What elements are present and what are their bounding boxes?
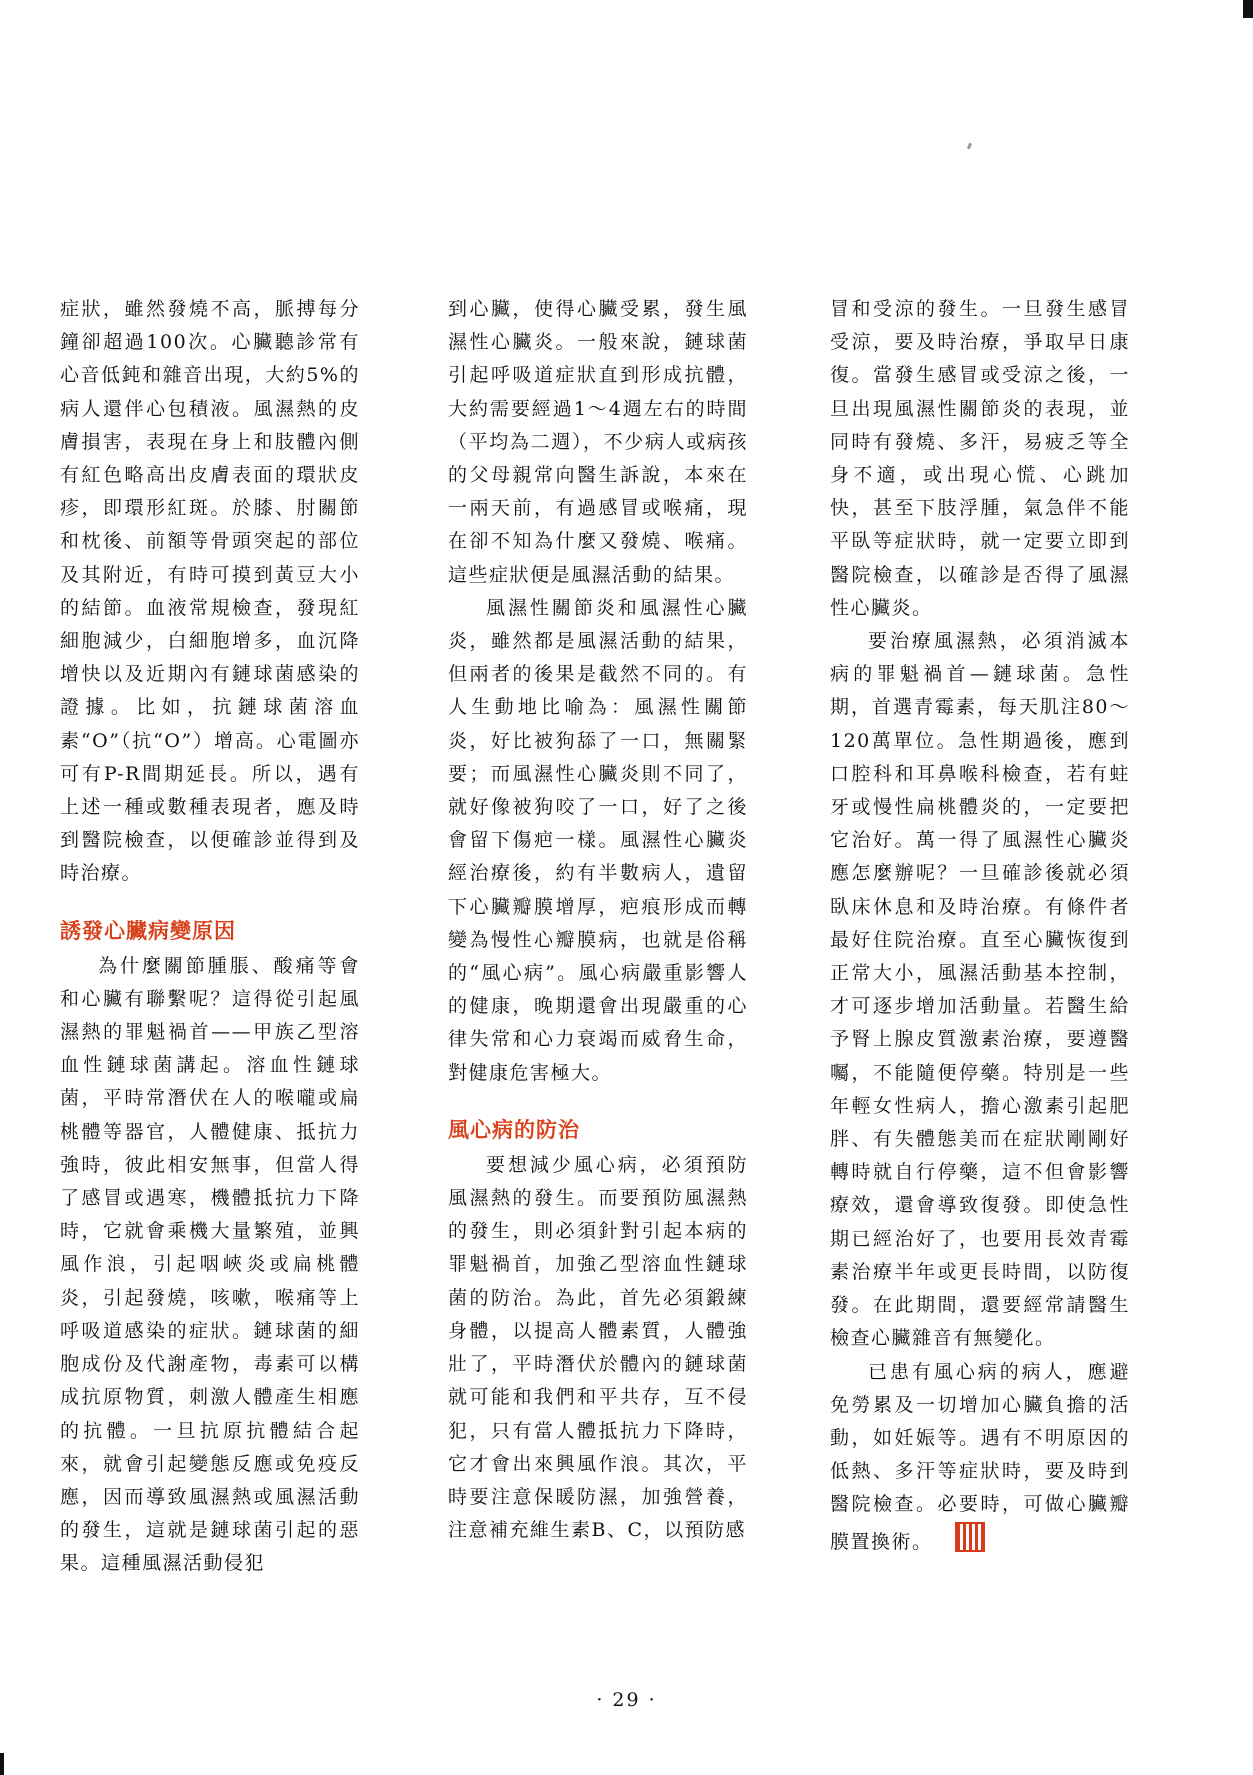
right-paragraph-2: 要治療風濕熱，必須消滅本病的罪魁禍首—鏈球菌。急性期，首選青霉素，每天肌注80～120萬單位。急性期過後，應到口腔科和耳鼻喉科檢查，若有蛀牙或慢性扁桃體炎的，一定要把它治好。萬一得了風濕性心臟炎應怎麼辦呢？一旦確診後就必須臥床休息和及時治療。有條件者最好住院治療。直至心臟恢復到正常大小，風濕活動基本控制，才可逐步增加活動量。若醫生給予腎上腺皮質激素治療，要遵醫囑，不能隨便停藥。特別是一些年輕女性病人，擔心激素引起肥胖、有失體態美而在症狀剛剛好轉時就自行停藥，這不但會影響療效，還會導致復發。即使急性期已經治好了，也要用長效青霉素治療半年或更長時間，以防復發。在此期間，還要經常請醫生檢查心臟雜音有無變化。 xyxy=(830,630,1130,1350)
middle-paragraph-3: 要想減少風心病，必須預防風濕熱的發生。而要預防風濕熱的發生，則必須針對引起本病的罪魁禍首，加強乙型溶血性鏈球菌的防治。為此，首先必須鍛練身體，以提高人體素質，人體強壯了，平時潛伏於體內的鏈球菌就可能和我們和平共存，互不侵犯，只有當人體抵抗力下降時，它才會出來興風作浪。其次，平時要注意保暖防濕，加強營養，注意補充維生素B、C，以預防感 xyxy=(448,1153,748,1542)
left-column xyxy=(60,293,360,1581)
left-paragraph-1: 症狀，雖然發燒不高，脈搏每分鐘卻超過100次。心臟聽診常有心音低鈍和雜音出現，大約5%的病人還伴心包積液。風濕熱的皮膚損害，表現在身上和肢體內側有紅色略高出皮膚表面的環狀皮疹，即環形紅斑。於膝、肘關節和枕後、前額等骨頭突起的部位及其附近，有時可摸到黃豆大小的結節。血液常規檢查，發現紅細胞減少，白細胞增多，血沉降增快以及近期內有鏈球菌感染的證據。比如，抗鏈球菌溶血素“O”（抗“O”）增高。心電圖亦可有P-R間期延長。所以，遇有上述一種或數種表現者，應及時到醫院檢查，以便確診並得到及時治療。 xyxy=(60,298,360,885)
right-paragraph-3-text: 已患有風心病的病人，應避免勞累及一切增加心臟負擔的活動，如妊娠等。遇有不明原因的低熱、多汗等症狀時，要及時到醫院檢查。必要時，可做心臟瓣膜置換術。 xyxy=(830,1360,1130,1553)
middle-paragraph-1: 到心臟，使得心臟受累，發生風濕性心臟炎。一般來說，鏈球菌引起呼吸道症狀直到形成抗體，大約需要經過1～4週左右的時間（平均為二週），不少病人或病孩的父母親常向醫生訴說，本來在一兩天前，有過感冒或喉痛，現在卻不知為什麼又發燒、喉痛。這些症狀便是風濕活動的結果。 xyxy=(448,298,748,586)
right-paragraph-1: 冒和受涼的發生。一旦發生感冒受涼，要及時治療，爭取早日康復。當發生感冒或受涼之後，一旦出現風濕性關節炎的表現，並同時有發燒、多汗，易疲乏等全身不適，或出現心慌、心跳加快，甚至下肢浮腫，氣急伴不能平臥等症狀時，就一定要立即到醫院檢查，以確診是否得了風濕性心臟炎。 xyxy=(830,298,1130,619)
section-heading-causes: 誘發心臟病變原因 xyxy=(60,918,236,943)
right-column xyxy=(830,293,1130,1559)
scan-speck xyxy=(967,143,972,150)
right-paragraph-3 xyxy=(830,1356,1130,1559)
corner-mark-top-right xyxy=(1243,0,1253,18)
end-seal-icon xyxy=(955,1522,985,1552)
middle-column xyxy=(448,293,748,1547)
middle-paragraph-2: 風濕性關節炎和風濕性心臟炎，雖然都是風濕活動的結果，但兩者的後果是截然不同的。有人生動地比喻為：風濕性關節炎，好比被狗舔了一口，無關緊要；而風濕性心臟炎則不同了，就好像被狗咬了一口，好了之後會留下傷疤一樣。風濕性心臟炎經治療後，約有半數病人，遺留下心臟瓣膜增厚，疤痕形成而轉變為慢性心瓣膜病，也就是俗稱的“風心病”。風心病嚴重影響人的健康，晚期還會出現嚴重的心律失常和心力衰竭而威脅生命，對健康危害極大。 xyxy=(448,596,748,1084)
page-number: · 29 · xyxy=(596,1689,657,1711)
section-heading-prevention: 風心病的防治 xyxy=(448,1117,580,1142)
corner-mark-bottom-left xyxy=(0,1753,4,1775)
left-paragraph-2: 為什麼關節腫脹、酸痛等會和心臟有聯繫呢？這得從引起風濕熱的罪魁禍首——甲族乙型溶血性鏈球菌講起。溶血性鏈球菌，平時常潛伏在人的喉嚨或扁桃體等器官，人體健康、抵抗力強時，彼此相安無事，但當人得了感冒或遇寒，機體抵抗力下降時，它就會乘機大量繁殖，並興風作浪，引起咽峽炎或扁桃體炎，引起發燒，咳嗽，喉痛等上呼吸道感染的症狀。鏈球菌的細胞成份及代謝產物，毒素可以構成抗原物質，刺激人體產生相應的抗體。一旦抗原抗體結合起來，就會引起變態反應或免疫反應，因而導致風濕熱或風濕活動的發生，這就是鏈球菌引起的惡果。這種風濕活動侵犯 xyxy=(60,954,360,1575)
